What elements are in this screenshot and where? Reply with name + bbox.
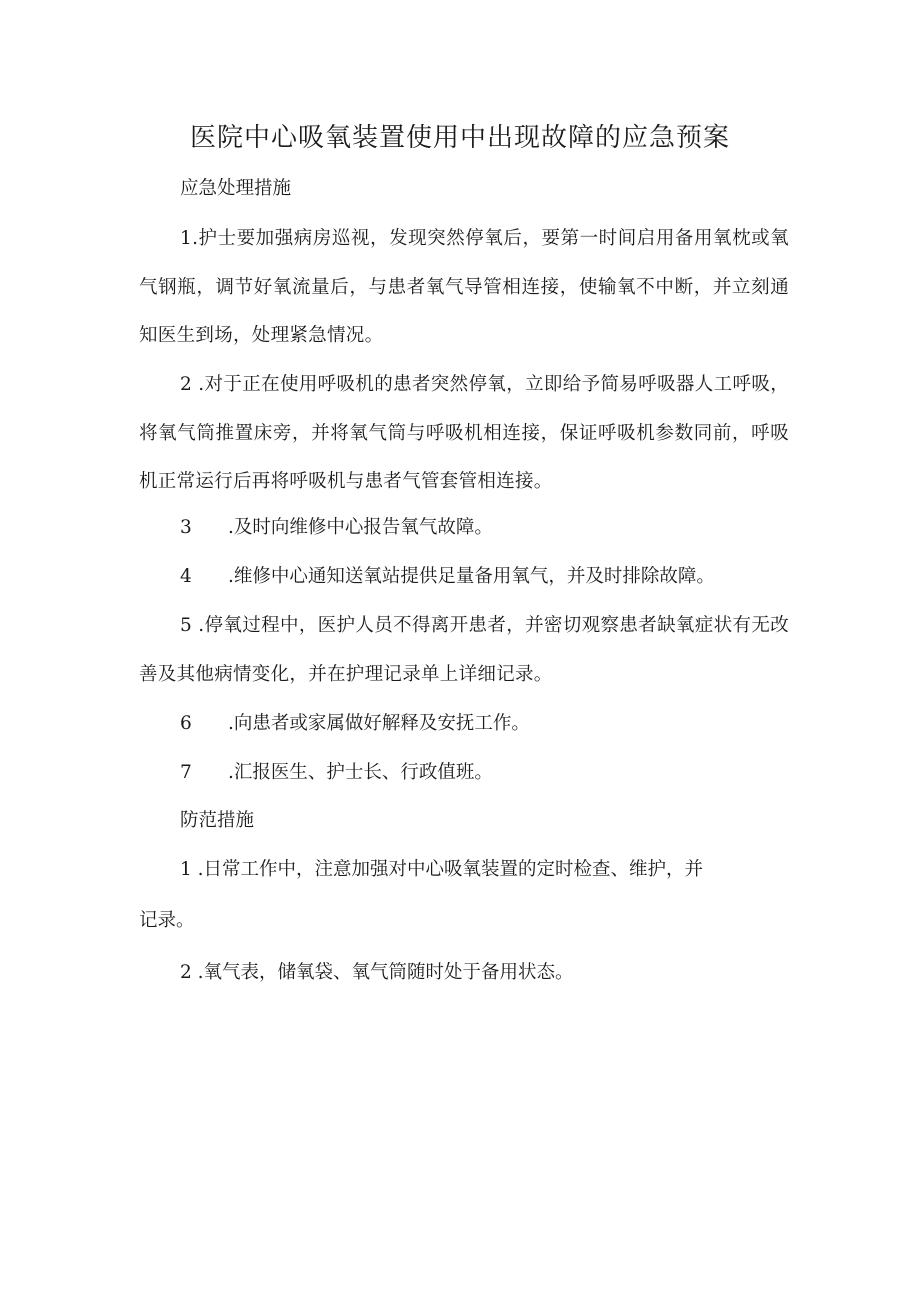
emergency-item-4-text: .维修中心通知送氧站提供足量备用氧气，并及时排除故障。 [228,566,715,587]
emergency-item-3 [180,513,493,543]
emergency-item-5: 5 .停氧过程中，医护人员不得离开患者，并密切观察患者缺氧症状有无改善及其他病情变化，并在护理记录单上详细记录。 [139,615,789,685]
prevention-item-2: 2 .氧气表，储氧袋、氧气筒随时处于备用状态。 [180,962,574,983]
emergency-item-7-number: 7 [180,762,192,783]
emergency-item-6-number: 6 [180,713,192,734]
emergency-item-7 [180,758,493,788]
prevention-item-1-line-2: 记录。 [139,910,195,931]
emergency-item-6-text: .向患者或家属做好解释及安抚工作。 [228,713,530,734]
emergency-item-3-number: 3 [180,517,192,538]
emergency-item-4-number: 4 [180,566,192,587]
emergency-item-6 [180,709,530,739]
prevention-heading: 防范措施 [180,810,255,831]
emergency-item-4 [180,562,715,592]
emergency-item-2: 2 .对于正在使用呼吸机的患者突然停氧，立即给予简易呼吸器人工呼吸，将氧气筒推置床旁，并将氧气筒与呼吸机相连接，保证呼吸机参数同前，呼吸机正常运行后再将呼吸机与患者气管套管相连接。 [139,374,789,492]
emergency-item-1: 1.护士要加强病房巡视，发现突然停氧后，要第一时间启用备用氧枕或氧气钢瓶，调节好氧流量后，与患者氧气导管相连接，使输氧不中断，并立刻通知医生到场，处理紧急情况。 [139,228,789,346]
emergency-item-7-text: .汇报医生、护士长、行政值班。 [228,762,493,783]
emergency-heading: 应急处理措施 [180,178,292,199]
prevention-item-1-line-1: 1 .日常工作中，注意加强对中心吸氧装置的定时检查、维护，并 [180,859,704,880]
document-title: 医院中心吸氧装置使用中出现故障的应急预案 [189,123,730,153]
emergency-item-3-text: .及时向维修中心报告氧气故障。 [228,517,493,538]
